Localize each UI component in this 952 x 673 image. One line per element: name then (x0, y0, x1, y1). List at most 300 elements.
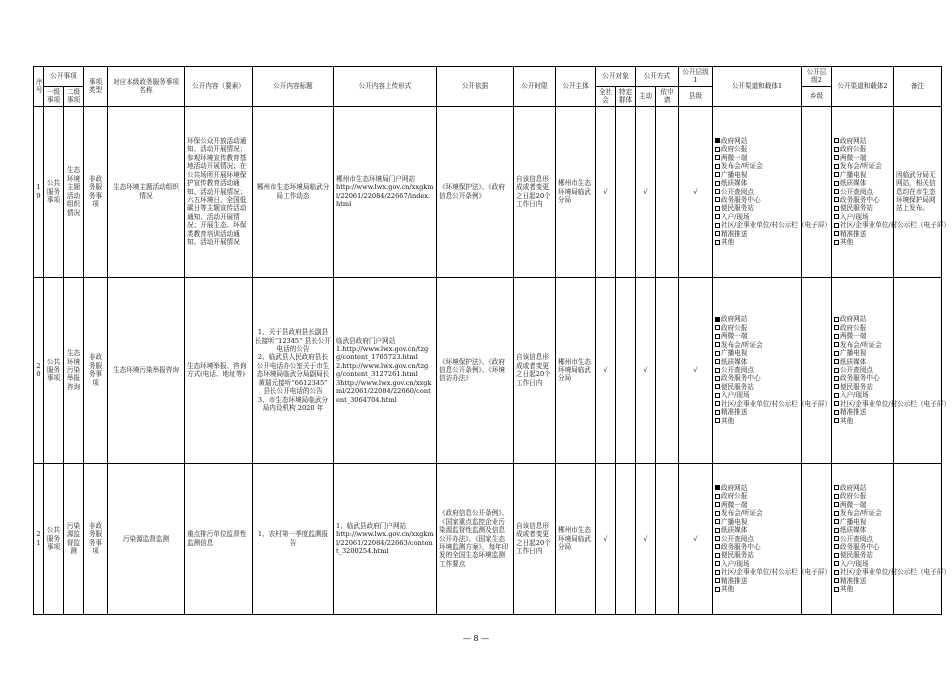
channel-label: 公开查阅点 (721, 187, 754, 196)
row-county: √ (679, 277, 713, 463)
unchecked-box-icon (834, 418, 839, 423)
header-method: 公开方式 (636, 67, 679, 87)
unchecked-box-icon (834, 578, 839, 583)
channel-label: 政府网站 (721, 483, 748, 492)
channel-label: 政府公报 (840, 323, 867, 332)
channel-label: 发布会/听证会 (721, 509, 763, 518)
channel-a-option (715, 577, 799, 585)
channel-label: 广播电视 (721, 517, 748, 526)
row-matter-type: 非政务服务事项 (84, 277, 108, 463)
unchecked-box-icon (834, 587, 839, 592)
unchecked-box-icon (834, 528, 839, 533)
channel-label: 发布会/听证会 (721, 340, 763, 349)
channel-b-option (834, 154, 891, 162)
channel-label: 精准推送 (840, 576, 867, 585)
unchecked-box-icon (715, 570, 720, 575)
channel-a-option (715, 358, 799, 366)
row-basis: 《环境保护法》、《政府信息公开条例》、《环境信访办法》 (437, 277, 514, 463)
header-channel-a: 公开渠道和载体1 (713, 67, 802, 107)
channel-b-option (834, 145, 891, 153)
channel-b-option (834, 188, 891, 196)
channel-label: 政务服务中心 (721, 542, 761, 551)
unchecked-box-icon (834, 401, 839, 406)
row-on-request (656, 463, 679, 614)
channel-label: 纸质媒体 (840, 179, 867, 188)
row-township (802, 106, 832, 277)
channel-label: 便民服务站 (840, 382, 873, 391)
channel-a-option (715, 568, 831, 577)
unchecked-box-icon (715, 494, 720, 499)
row-content-title: 1、关于县政府县长副县长接听“12345” 县长公开电话的公告 2、临武县人民政府县长公开电话办公室关于市生态环境局临武分局副局长黄瑞元接听“6612345” 县长公开电话的公告 3、市生态环境局临武分局内设机构 2020 年 (253, 277, 334, 463)
unchecked-box-icon (834, 317, 839, 322)
row-content: 环保公众开放活动通知、活动开展情况；参观环境宣传教育基地活动开展情况；在公共场所开展环境保护宣传教育活动通知、活动开展情况；六五环境日、全国低碳日等主题宣传活动通知、活动开展情况；开展生态、环保类教育培训活动通知、活动开展情况 (185, 106, 253, 277)
unchecked-box-icon (715, 393, 720, 398)
channel-b-option (834, 179, 891, 187)
row-township (802, 463, 832, 614)
channel-a-option (715, 332, 799, 340)
channel-b-option (834, 162, 891, 170)
unchecked-box-icon (834, 138, 839, 143)
channel-label: 政府网站 (721, 136, 748, 145)
channel-label: 入户/现场 (840, 212, 869, 221)
header-township: 乡级 (802, 86, 832, 106)
unchecked-box-icon (715, 334, 720, 339)
checked-box-icon (715, 485, 720, 490)
table-row (34, 463, 942, 614)
unchecked-box-icon (715, 536, 720, 541)
row-channel-a (713, 106, 831, 277)
channel-label: 发布会/听证会 (721, 162, 763, 171)
unchecked-box-icon (834, 393, 839, 398)
unchecked-box-icon (834, 536, 839, 541)
channel-a-option (715, 492, 799, 500)
row-content: 生态环境举报、咨询方式(电话、地址等) (185, 277, 253, 463)
row-specific-group (616, 463, 636, 614)
row-active: √ (636, 277, 656, 463)
unchecked-box-icon (715, 553, 720, 558)
unchecked-box-icon (834, 197, 839, 202)
channel-b-option (834, 492, 891, 500)
channel-label: 公开查阅点 (721, 366, 754, 375)
row-time-limit: 自该信息形成或者变更之日起20个工作日内 (514, 277, 556, 463)
channel-label: 社区/企事业单位/村公示栏（电子屏） (721, 221, 831, 230)
row-level1: 公共服务事项 (44, 106, 64, 277)
header-upload-form: 公开内容上传形式 (334, 67, 437, 107)
channel-a-option (715, 188, 799, 196)
channel-label: 纸质媒体 (840, 526, 867, 535)
unchecked-box-icon (834, 181, 839, 186)
channel-label: 发布会/听证会 (840, 509, 882, 518)
row-seq: 20 (34, 277, 44, 463)
channel-b-option (834, 585, 891, 593)
header-level1: 一级事项 (44, 86, 64, 106)
channel-label: 精准推送 (840, 229, 867, 238)
unchecked-box-icon (834, 561, 839, 566)
channel-label: 广播电视 (721, 349, 748, 358)
channel-a-option (715, 204, 799, 212)
channel-label: 发布会/听证会 (840, 340, 882, 349)
table-row (34, 277, 942, 463)
header-level-b: 公开层级2 (802, 67, 832, 87)
row-channel-b (832, 463, 950, 614)
channel-label: 便民服务站 (840, 551, 873, 560)
row-remarks (894, 277, 942, 463)
channel-label: 广播电视 (721, 170, 748, 179)
channel-label: 两微一端 (721, 153, 748, 162)
row-level2: 生态环境主题活动组织情况 (64, 106, 84, 277)
channel-b-option (834, 568, 950, 577)
page-number: — 8 — (462, 634, 490, 643)
channel-label: 社区/企事业单位/村公示栏（电子屏） (840, 221, 950, 230)
row-level1: 公共服务事项 (44, 277, 64, 463)
channel-label: 政府公报 (721, 145, 748, 154)
channel-a-option (715, 238, 799, 246)
channel-a-option (715, 526, 799, 534)
channel-label: 其他 (840, 585, 854, 594)
header-all-society: 全社会 (596, 86, 616, 106)
row-matter-type: 非政务服务事项 (84, 106, 108, 277)
row-upload-form: 1、临武县政府门户网站 http://www.lwx.gov.cn/xxgkml/22061/22084/22663/content_3200254.html (334, 463, 437, 614)
channel-label: 公开查阅点 (840, 366, 873, 375)
channel-label: 政府网站 (840, 136, 867, 145)
unchecked-box-icon (715, 181, 720, 186)
unchecked-box-icon (715, 325, 720, 330)
channel-b-option (834, 230, 891, 238)
channel-a-option (715, 221, 831, 230)
unchecked-box-icon (715, 359, 720, 364)
channel-a-option (715, 230, 799, 238)
row-township (802, 277, 832, 463)
channel-label: 其他 (721, 238, 735, 247)
channel-label: 广播电视 (840, 517, 867, 526)
channel-a-option (715, 408, 799, 416)
row-time-limit: 自该信息形成或者变更之日起20个工作日内 (514, 463, 556, 614)
header-time-limit: 公开时限 (514, 67, 556, 107)
channel-label: 公开查阅点 (840, 534, 873, 543)
row-matter-type: 非政务服务事项 (84, 463, 108, 614)
unchecked-box-icon (834, 155, 839, 160)
channel-a-option (715, 154, 799, 162)
unchecked-box-icon (715, 147, 720, 152)
channel-b-option (834, 535, 891, 543)
header-public-matter: 公开事项 (44, 67, 84, 87)
unchecked-box-icon (715, 561, 720, 566)
channel-label: 发布会/听证会 (840, 162, 882, 171)
channel-label: 入户/现场 (721, 391, 750, 400)
table-body (34, 106, 950, 614)
table-row (34, 106, 942, 277)
row-content: 重点排污单位监督性监测信息 (185, 463, 253, 614)
row-on-request (656, 277, 679, 463)
header-channel-b: 公开渠道和载体2 (832, 67, 894, 107)
channel-label: 精准推送 (721, 576, 748, 585)
unchecked-box-icon (715, 342, 720, 347)
unchecked-box-icon (715, 231, 720, 236)
channel-b-option (834, 417, 891, 425)
unchecked-box-icon (715, 528, 720, 533)
unchecked-box-icon (834, 351, 839, 356)
header-basis: 公开依据 (437, 67, 514, 107)
row-active: √ (636, 463, 656, 614)
unchecked-box-icon (834, 240, 839, 245)
channel-label: 政府网站 (840, 315, 867, 324)
channel-label: 公开查阅点 (721, 534, 754, 543)
channel-b-option (834, 315, 891, 323)
row-subject: 郴州市生态环境局临武分局 (556, 106, 596, 277)
channel-label: 两微一端 (721, 332, 748, 341)
channel-label: 政府网站 (840, 483, 867, 492)
channel-b-option (834, 204, 891, 212)
channel-label: 政务服务中心 (721, 374, 761, 383)
unchecked-box-icon (715, 189, 720, 194)
channel-label: 公开查阅点 (840, 187, 873, 196)
channel-label: 政务服务中心 (840, 542, 880, 551)
header-level2: 二级事项 (64, 86, 84, 106)
row-level2: 生态环境污染举报咨询 (64, 277, 84, 463)
unchecked-box-icon (834, 189, 839, 194)
unchecked-box-icon (834, 223, 839, 228)
channel-label: 政务服务中心 (721, 195, 761, 204)
channel-label: 精准推送 (840, 408, 867, 417)
channel-a-option (715, 518, 799, 526)
row-channel-a (713, 463, 831, 614)
row-content-title: 1、农村第一季度监测报告 (253, 463, 334, 614)
channel-a-option (715, 399, 831, 408)
channel-b-option (834, 221, 950, 230)
header-specific-group: 特定群体 (616, 86, 636, 106)
unchecked-box-icon (834, 410, 839, 415)
channel-b-option (834, 349, 891, 357)
channel-label: 广播电视 (840, 170, 867, 179)
channel-label: 政府公报 (840, 145, 867, 154)
row-time-limit: 自该信息形成或者变更之日起20个工作日内 (514, 106, 556, 277)
unchecked-box-icon (715, 511, 720, 516)
channel-label: 政府公报 (721, 492, 748, 501)
unchecked-box-icon (715, 214, 720, 219)
row-all-society: √ (596, 106, 616, 277)
unchecked-box-icon (715, 418, 720, 423)
channel-b-option (834, 171, 891, 179)
channel-label: 社区/企事业单位/村公示栏（电子屏） (840, 568, 950, 577)
row-level1: 公共服务事项 (44, 463, 64, 614)
unchecked-box-icon (834, 147, 839, 152)
unchecked-box-icon (834, 494, 839, 499)
row-content-title: 郴州市生态环境局临武分局工作动态 (253, 106, 334, 277)
channel-label: 广播电视 (840, 349, 867, 358)
channel-a-option (715, 315, 799, 323)
unchecked-box-icon (715, 223, 720, 228)
header-county: 县级 (679, 86, 713, 106)
header-content: 公开内容（要素） (185, 67, 253, 107)
channel-b-option (834, 518, 891, 526)
checked-box-icon (715, 317, 720, 322)
unchecked-box-icon (834, 511, 839, 516)
disclosure-table (33, 66, 950, 615)
row-channel-b (832, 277, 950, 463)
channel-a-option (715, 417, 799, 425)
header-service-name: 对应本级政务服务事项名称 (108, 67, 185, 107)
unchecked-box-icon (715, 240, 720, 245)
unchecked-box-icon (715, 384, 720, 389)
channel-label: 两微一端 (840, 153, 867, 162)
unchecked-box-icon (715, 578, 720, 583)
channel-label: 社区/企事业单位/村公示栏（电子屏） (721, 568, 831, 577)
unchecked-box-icon (834, 325, 839, 330)
channel-label: 社区/企事业单位/村公示栏（电子屏） (840, 399, 950, 408)
header-seq: 序号 (34, 67, 44, 107)
unchecked-box-icon (715, 197, 720, 202)
channel-label: 其他 (721, 585, 735, 594)
unchecked-box-icon (834, 359, 839, 364)
channel-label: 政府网站 (721, 315, 748, 324)
unchecked-box-icon (715, 164, 720, 169)
channel-b-option (834, 501, 891, 509)
unchecked-box-icon (715, 368, 720, 373)
channel-label: 便民服务站 (721, 551, 754, 560)
unchecked-box-icon (715, 544, 720, 549)
header-matter-type: 事项类型 (84, 67, 108, 107)
row-channel-a (713, 277, 831, 463)
channel-b-option (834, 399, 950, 408)
row-county: √ (679, 106, 713, 277)
header-level-a: 公开层级1 (679, 67, 713, 87)
channel-label: 政务服务中心 (840, 195, 880, 204)
channel-b-option (834, 577, 891, 585)
channel-label: 社区/企事业单位/村公示栏（电子屏） (721, 399, 831, 408)
channel-a-option (715, 585, 799, 593)
row-seq: 21 (34, 463, 44, 614)
row-basis: 《环境保护法》、《政府信息公开条例》 (437, 106, 514, 277)
row-remarks: 因临武分局无网站，相关信息均在市生态环境保护局网站上发布。 (894, 106, 942, 277)
unchecked-box-icon (834, 384, 839, 389)
channel-label: 其他 (840, 238, 854, 247)
row-seq: 19 (34, 106, 44, 277)
row-service-name: 生态环境污染举报咨询 (108, 277, 185, 463)
unchecked-box-icon (715, 587, 720, 592)
unchecked-box-icon (834, 206, 839, 211)
row-active: √ (636, 106, 656, 277)
channel-label: 纸质媒体 (721, 357, 748, 366)
channel-label: 精准推送 (721, 408, 748, 417)
channel-label: 入户/现场 (840, 559, 869, 568)
unchecked-box-icon (834, 502, 839, 507)
channel-label: 两微一端 (840, 332, 867, 341)
unchecked-box-icon (715, 155, 720, 160)
table-header (34, 67, 942, 107)
channel-label: 其他 (721, 416, 735, 425)
row-all-society: √ (596, 277, 616, 463)
unchecked-box-icon (715, 502, 720, 507)
channel-b-option (834, 551, 891, 559)
header-active: 主动 (636, 86, 656, 106)
channel-b-option (834, 509, 891, 517)
channel-label: 便民服务站 (721, 204, 754, 213)
row-upload-form: 临武县政府门户网站 1.http://www.lwx.gov.cn/tzgg/content_1765723.html 2.http://www.lwx.gov.cn/tzgg/content_3127261.html 3http://www.lwx.gov.cn/xxgkml/22061/22084/22660/content_3064704.html (334, 277, 437, 463)
channel-b-option (834, 332, 891, 340)
channel-b-option (834, 238, 891, 246)
unchecked-box-icon (834, 334, 839, 339)
channel-b-option (834, 358, 891, 366)
channel-label: 纸质媒体 (721, 179, 748, 188)
channel-a-option (715, 509, 799, 517)
channel-a-option (715, 391, 799, 399)
channel-a-option (715, 535, 799, 543)
unchecked-box-icon (834, 553, 839, 558)
unchecked-box-icon (834, 342, 839, 347)
channel-b-option (834, 374, 891, 382)
unchecked-box-icon (834, 544, 839, 549)
row-basis: 《政府信息公开条例》、《国家重点监控企业污染源监督性监测及信息公开办法》、《国家生态环境监测方案》，每年印发的全国生态环境监测工作要点 (437, 463, 514, 614)
channel-label: 政务服务中心 (840, 374, 880, 383)
channel-label: 政府公报 (721, 323, 748, 332)
channel-a-option (715, 179, 799, 187)
unchecked-box-icon (834, 164, 839, 169)
channel-label: 精准推送 (721, 229, 748, 238)
channel-label: 纸质媒体 (840, 357, 867, 366)
row-all-society: √ (596, 463, 616, 614)
channel-b-option (834, 526, 891, 534)
channel-label: 两微一端 (840, 500, 867, 509)
row-specific-group (616, 277, 636, 463)
channel-a-option (715, 162, 799, 170)
channel-label: 入户/现场 (840, 391, 869, 400)
unchecked-box-icon (834, 368, 839, 373)
channel-b-option (834, 341, 891, 349)
channel-b-option (834, 408, 891, 416)
row-level2: 污染源监督监测 (64, 463, 84, 614)
header-content-title: 公开内容标题 (253, 67, 334, 107)
channel-label: 纸质媒体 (721, 526, 748, 535)
unchecked-box-icon (834, 519, 839, 524)
row-service-name: 污染源监督监测 (108, 463, 185, 614)
unchecked-box-icon (715, 376, 720, 381)
unchecked-box-icon (834, 570, 839, 575)
checked-box-icon (715, 138, 720, 143)
unchecked-box-icon (834, 214, 839, 219)
channel-label: 政府公报 (840, 492, 867, 501)
unchecked-box-icon (715, 172, 720, 177)
channel-a-option (715, 551, 799, 559)
row-remarks (894, 463, 942, 614)
unchecked-box-icon (834, 376, 839, 381)
row-specific-group (616, 106, 636, 277)
channel-b-option (834, 391, 891, 399)
unchecked-box-icon (715, 519, 720, 524)
channel-a-option (715, 349, 799, 357)
unchecked-box-icon (834, 485, 839, 490)
channel-label: 入户/现场 (721, 212, 750, 221)
channel-a-option (715, 171, 799, 179)
header-on-request: 依申请 (656, 86, 679, 106)
channel-label: 两微一端 (721, 500, 748, 509)
channel-a-option (715, 341, 799, 349)
row-upload-form: 郴州市生态环境局门户网站 http://www.lwx.gov.cn/xxgkml/22061/22084/22667/index.html (334, 106, 437, 277)
channel-label: 入户/现场 (721, 559, 750, 568)
row-subject: 郴州市生态环境局临武分局 (556, 277, 596, 463)
row-county: √ (679, 463, 713, 614)
unchecked-box-icon (834, 231, 839, 236)
row-subject: 郴州市生态环境局临武分局 (556, 463, 596, 614)
channel-label: 其他 (840, 416, 854, 425)
channel-a-option (715, 501, 799, 509)
row-service-name: 生态环境主题活动组织情况 (108, 106, 185, 277)
unchecked-box-icon (834, 172, 839, 177)
channel-label: 便民服务站 (721, 382, 754, 391)
header-remarks: 备注 (894, 67, 942, 107)
unchecked-box-icon (715, 401, 720, 406)
unchecked-box-icon (715, 410, 720, 415)
header-object: 公开对象 (596, 67, 636, 87)
